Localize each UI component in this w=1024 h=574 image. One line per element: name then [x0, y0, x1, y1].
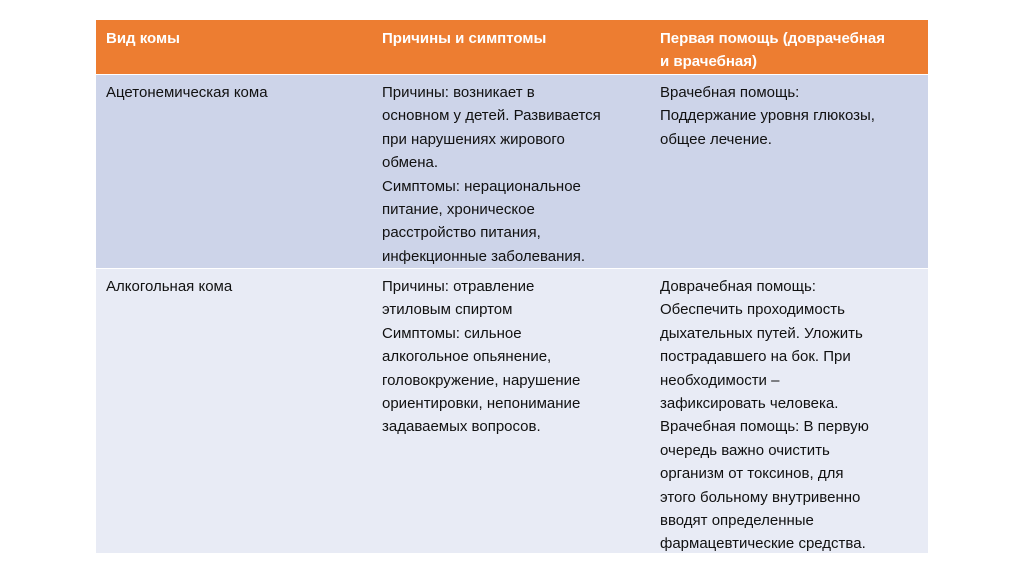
- causes-symptoms-cell: Причины: отравление этиловым спиртом Симптомы: сильное алкогольное опьянение, головокружение, нарушение ориентировки, непонимание задаваемых вопросов.: [382, 278, 581, 436]
- first-aid-cell: Доврачебная помощь: Обеспечить проходимость дыхательных путей. Уложить пострадавшего на бок. При необходимости – зафиксировать человека. Врачебная помощь: В первую очередь важно очистить организм от токсинов, для этого больному внутривенно вводят определенные фармацевтические средства.: [660, 278, 869, 553]
- table-row: [96, 268, 928, 553]
- coma-type-cell: Ацетонемическая кома: [106, 84, 268, 101]
- header-causes-symptoms: Причины и симптомы: [382, 30, 547, 47]
- coma-type-cell: Алкогольная кома: [106, 278, 233, 295]
- coma-table: [96, 20, 928, 553]
- table-header-row: [96, 20, 928, 74]
- header-coma-type: Вид комы: [106, 30, 180, 47]
- table-row: [96, 74, 928, 268]
- first-aid-cell: Врачебная помощь: Поддержание уровня глюкозы, общее лечение.: [660, 84, 875, 148]
- causes-symptoms-cell: Причины: возникает в основном у детей. Развивается при нарушениях жирового обмена. Симптомы: нерациональное питание, хроническое расстройство питания, инфекционные заболевания.: [382, 84, 601, 265]
- header-first-aid: Первая помощь (доврачебная и врачебная): [660, 30, 886, 70]
